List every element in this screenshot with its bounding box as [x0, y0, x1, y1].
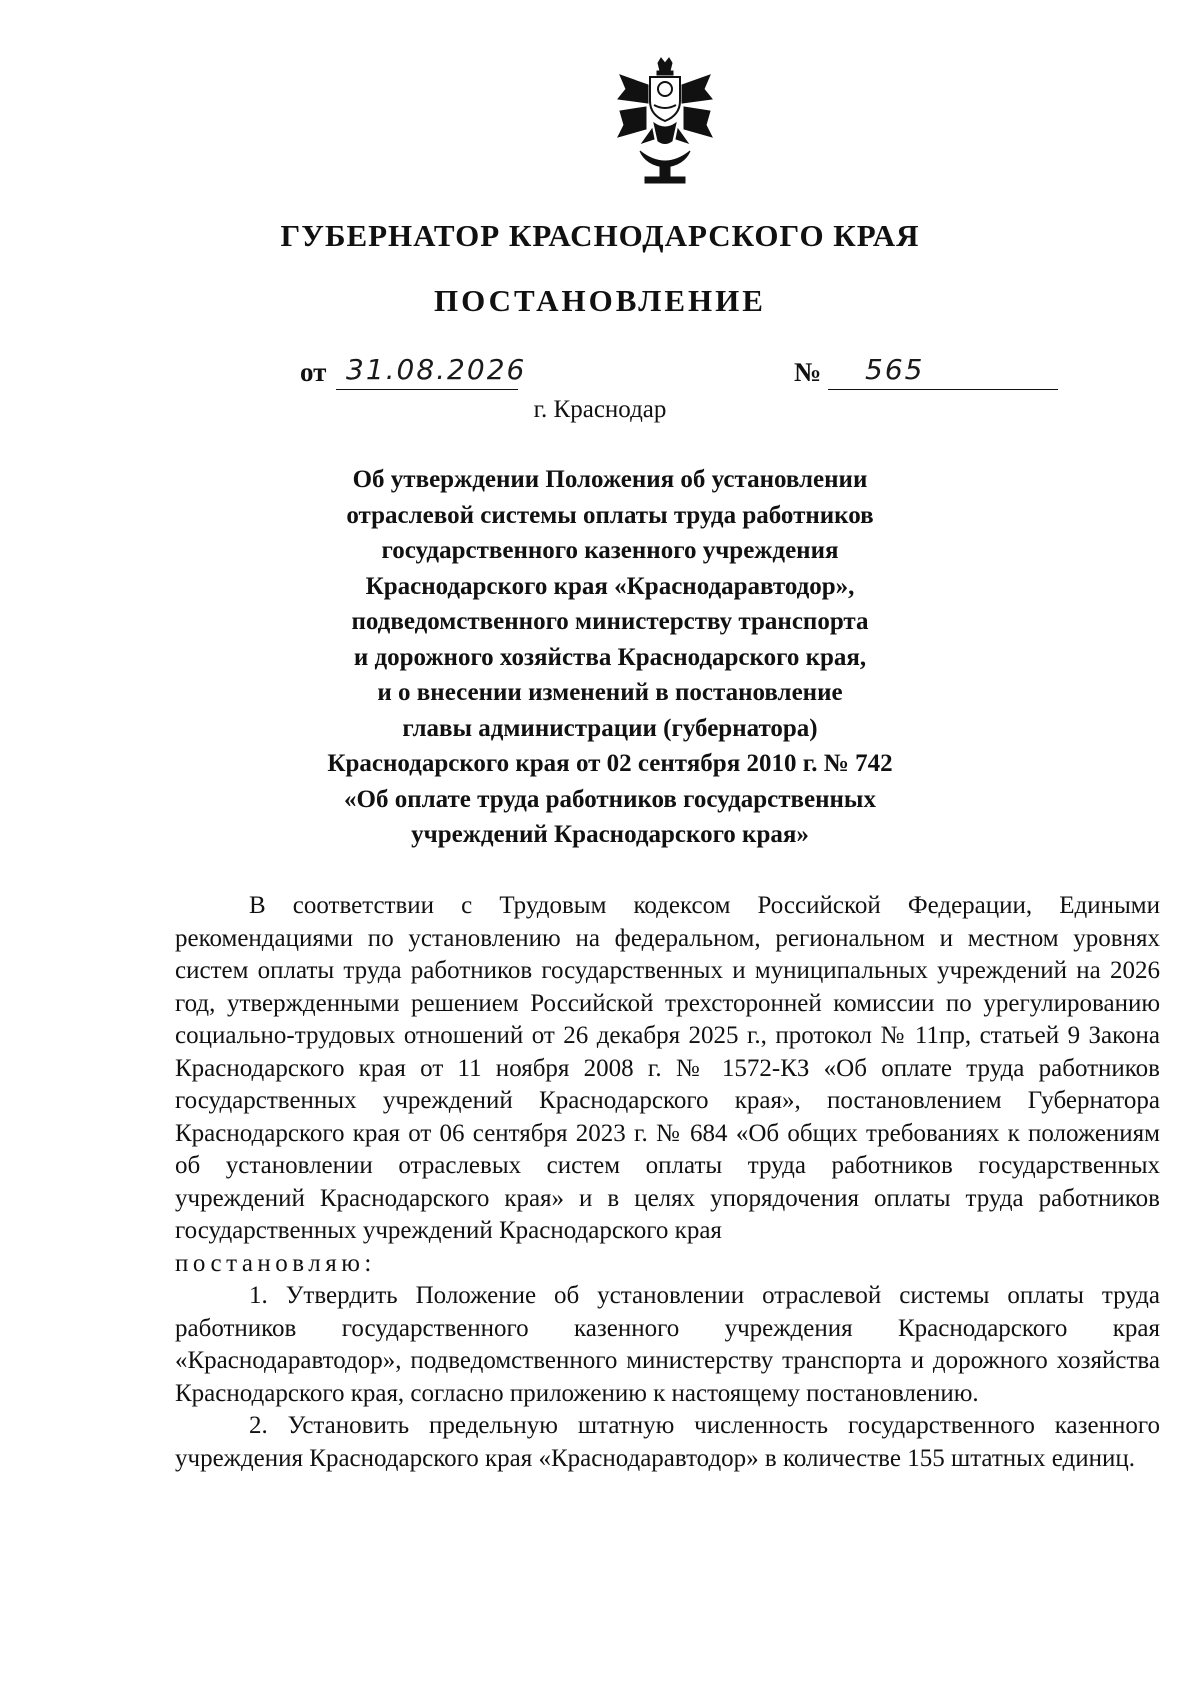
resolution-word: постановляю: [175, 1249, 376, 1277]
title-line: главы администрации (губернатора) [402, 714, 818, 742]
title-line: Краснодарского края от 02 сентября 2010 г. № 742 [327, 750, 893, 777]
krasnodar-krai-coat-of-arms-icon [610, 55, 720, 190]
date-number-row [300, 352, 1060, 392]
item-2-paragraph: 2. Установить предельную штатную численность государственного казенного учреждения Краснодарского края «Краснодаравтодор» в количестве 155 штатных единиц. [175, 1412, 1160, 1472]
date-label: от [300, 357, 327, 387]
title-line: Об утверждении Положения об установлении [352, 466, 868, 493]
title-line: отраслевой системы оплаты труда работников [346, 501, 874, 529]
city-of-issue: г. Краснодар [533, 396, 667, 423]
title-line: Краснодарского края «Краснодаравтодор», [365, 572, 855, 600]
number-label: № [794, 357, 822, 387]
document-title [300, 462, 920, 853]
number-underline [828, 389, 1058, 390]
title-line: и о внесении изменений в постановление [377, 679, 843, 706]
date-underline [336, 389, 518, 390]
issuing-authority: ГУБЕРНАТОР КРАСНОДАРСКОГО КРАЯ [280, 218, 920, 253]
handwritten-number: 565 [865, 353, 925, 386]
title-line: учреждений Краснодарского края» [411, 821, 809, 848]
title-line: и дорожного хозяйства Краснодарского края, [353, 643, 867, 671]
title-line: государственного казенного учреждения [381, 537, 839, 564]
handwritten-date: 31.08.2026 [346, 353, 527, 386]
document-body [175, 890, 1160, 1475]
title-line: «Об оплате труда работников государственных [344, 785, 876, 813]
preamble-paragraph: В соответствии с Трудовым кодексом Российской Федерации, Едиными рекомендациями по установлению на федеральном, региональном и местном уровнях систем оплаты труда работников государственных и муниципальных учреждений на 2026 год, утвержденными решением Российской трехсторонней комиссии по урегулированию социально-трудовых отношений от 26 декабря 2025 г., протокол № 11пр, статьей 9 Закона Краснодарского края от 11 ноября 2008 г. № 1572-КЗ «Об оплате труда работников государственных учреждений Краснодарского края», постановлением Губернатора Краснодарского края от 06 сентября 2023 г. № 684 «Об общих требованиях к положениям об установлении отраслевых систем оплаты труда работников государственных учреждений Краснодарского края» и в целях упорядочения оплаты труда работников государственных учреждений Краснодарского края [175, 892, 1160, 1244]
title-line: подведомственного министерству транспорта [351, 608, 869, 635]
document-type: ПОСТАНОВЛЕНИЕ [434, 283, 766, 318]
item-1-paragraph: 1. Утвердить Положение об установлении отраслевой системы оплаты труда работников государственного казенного учреждения Краснодарского края «Краснодаравтодор», подведомственного министерству транспорта и дорожного хозяйства Краснодарского края, согласно приложению к настоящему постановлению. [175, 1282, 1160, 1407]
